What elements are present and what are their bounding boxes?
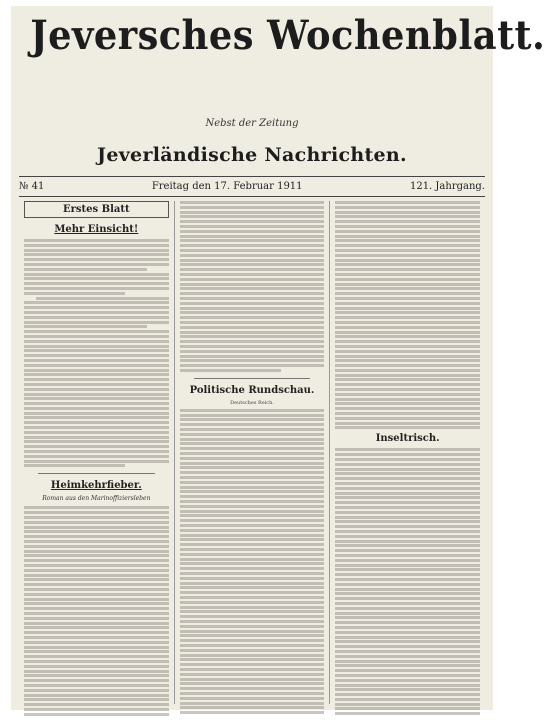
- politics-heading: Politische Rundschau.: [189, 384, 315, 396]
- dateline: [19, 179, 485, 193]
- masthead-subtitle: Jeverländische Nachrichten.: [97, 144, 407, 166]
- column-2: [174, 201, 330, 704]
- columns: [19, 201, 485, 704]
- rule-top: [19, 176, 485, 177]
- newspaper-page: [11, 6, 545, 710]
- column-1: [19, 201, 174, 704]
- politics-subheading: Deutsches Reich.: [230, 399, 274, 406]
- volume: 121. Jahrgang.: [409, 180, 485, 192]
- issue-number: № 41: [19, 180, 45, 192]
- masthead-subrow: [19, 110, 485, 136]
- issue-date: Freitag den 17. Februar 1911: [151, 180, 303, 192]
- serial-subtitle: Roman aus den Marinoffiziersleben: [42, 495, 151, 503]
- masthead-neben: Nebst der Zeitung: [205, 117, 299, 129]
- rule-bottom: [19, 196, 485, 197]
- serial-heading: Heimkehrfieber.: [50, 480, 142, 492]
- masthead-title: Jeversches Wochenblatt.: [30, 12, 545, 59]
- inseltrisch-heading: Inseltrisch.: [375, 433, 440, 445]
- column-3: [329, 201, 485, 704]
- erstes-blatt-box: Erstes Blatt: [24, 201, 169, 218]
- article-heading: Mehr Einsicht!: [54, 224, 139, 235]
